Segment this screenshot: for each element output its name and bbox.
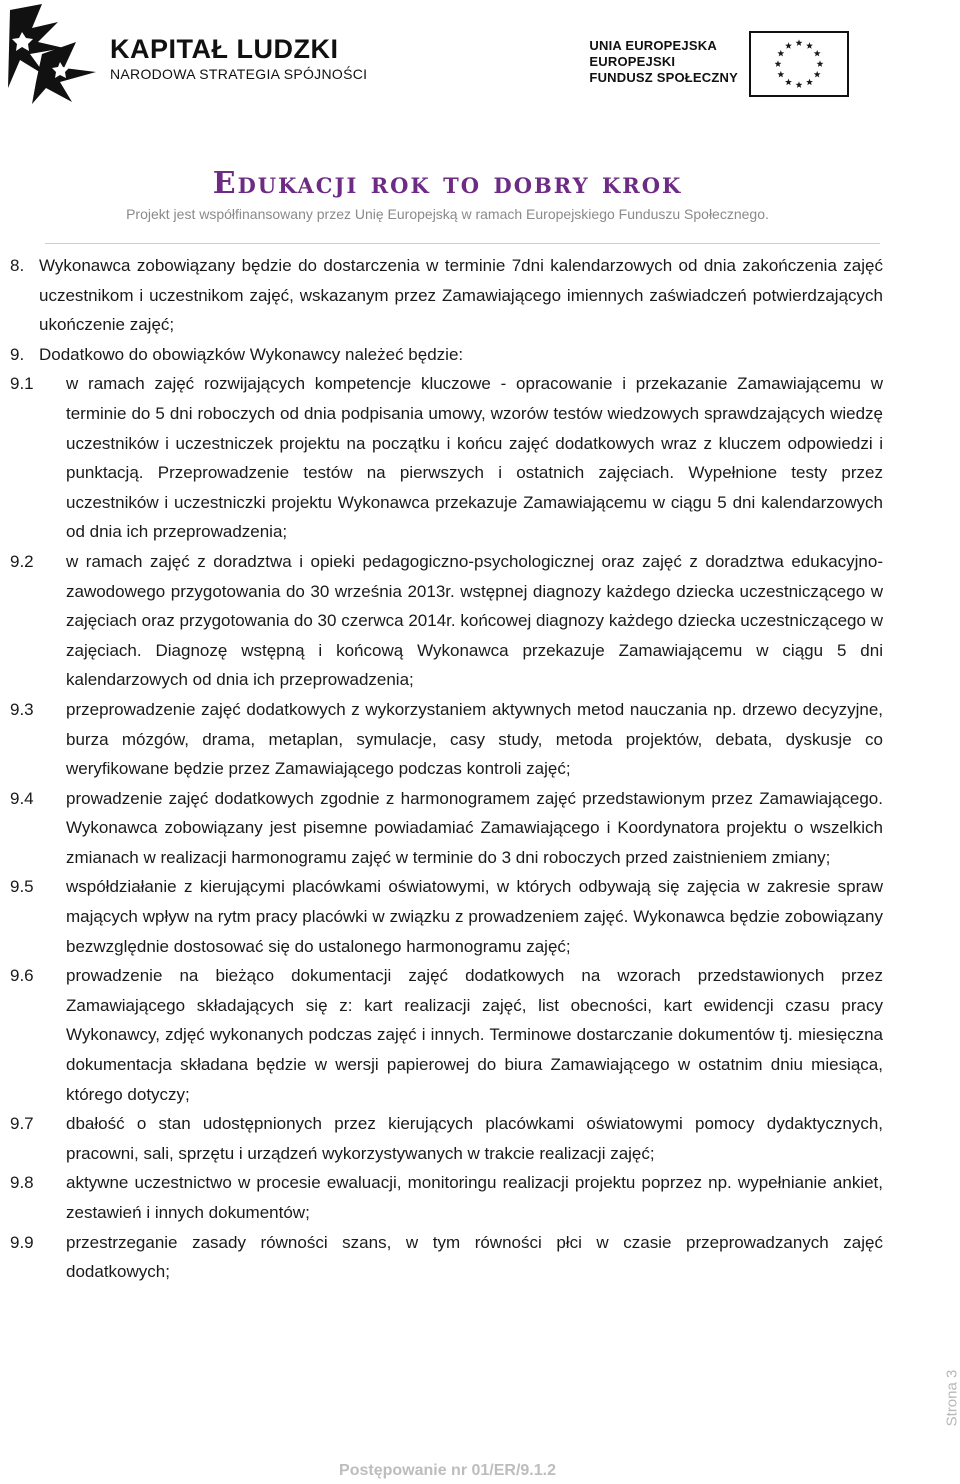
subitem-text: prowadzenie na bieżąco dokumentacji zajęć dodatkowych na wzorach przedstawionych przez Zamawiającego składających się z: kart realizacji zajęć, list obecności, kart ewidencji czasu pracy Wykonawcy, zdjęć wykonanych podczas zajęć i innych. Terminowe dostarczanie dokumentów tj. miesięczna dokumentacja składana będzie w wersji papierowej do biura Zamawiającego w ostatnim dniu miesiąca, którego dotyczy; <box>66 966 883 1104</box>
eu-name: UNIA EUROPEJSKA <box>589 38 717 53</box>
subitem-text: prowadzenie zajęć dodatkowych zgodnie z harmonogramem zajęć przedstawionym przez Zamawiającego. Wykonawca zobowiązany jest pisemne powiadamiać Zamawiającego i Koordynatora projektu o wszelkich zmianach w realizacji harmonogramu zajęć w terminie do 3 dni roboczych przed zaistnieniem zmiany; <box>66 788 883 867</box>
subitem-number: 9.8 <box>10 1173 34 1193</box>
sub-list-item <box>10 872 883 961</box>
item-number: 9. <box>10 344 25 364</box>
subitem-number: 9.2 <box>10 551 34 571</box>
subitem-number: 9.5 <box>10 877 34 897</box>
list-item <box>10 340 883 370</box>
subitem-text: przeprowadzenie zajęć dodatkowych z wykorzystaniem aktywnych metod nauczania np. drzewo decyzyjne, burza mózgów, drama, metaplan, symulacje, casy study, metoda projektów, debata, dyskusje co weryfikowane będzie przez Zamawiającego podczas kontroli zajęć; <box>66 699 883 779</box>
eu-flag-icon <box>749 31 849 97</box>
sub-list-item <box>10 961 883 1109</box>
subitem-number: 9.3 <box>10 699 34 719</box>
kapital-ludzki-title: KAPITAŁ LUDZKI <box>110 34 339 64</box>
subitem-text: w ramach zajęć rozwijających kompetencje kluczowe - opracowanie i przekazanie Zamawiającemu w terminie do 5 dni roboczych od dnia podpisania umowy, wzorów testów wiedzowych sprawdzających wiedzę uczestników i uczestniczek projektu na początku i końcu zajęć dodatkowych wraz z kluczem odpowiedzi i punktacją. Przeprowadzenie testów na pierwszych i ostatnich zajęciach. Wypełnione testy przez uczestników i uczestniczki projektu Wykonawca przekazuje Zamawiającemu w ciągu 5 dni kalendarzowych od dnia ich przeprowadzenia; <box>66 374 883 542</box>
list-item <box>10 251 883 340</box>
sub-list-item <box>10 369 883 547</box>
item-number: 8. <box>10 256 25 275</box>
kapital-ludzki-text <box>110 34 367 83</box>
item-text: Wykonawca zobowiązany będzie do dostarczenia w terminie 7dni kalendarzowych od dnia zakończenia zajęć uczestnikom i uczestnikom zajęć, wskazanym przez Zamawiającego imiennych zaświadczeń potwierdzających ukończenie zajęć; <box>39 256 883 335</box>
subitem-number: 9.6 <box>10 966 34 986</box>
kapital-ludzki-subtitle: NARODOWA STRATEGIA SPÓJNOŚCI <box>110 66 368 82</box>
document-body <box>10 251 883 1287</box>
sub-list-item <box>10 784 883 873</box>
header-divider <box>45 243 880 244</box>
subitem-text: dbałość o stan udostępnionych przez kierujących placówkami oświatowymi pomocy dydaktycznych, pracowni, sali, sprzętu i urządzeń wykorzystywanych w trakcie realizacji zajęć; <box>66 1114 883 1163</box>
sub-list-item <box>10 1228 883 1287</box>
kapital-ludzki-logo <box>2 2 102 106</box>
eu-text-block <box>589 38 738 86</box>
subitem-number: 9.4 <box>10 788 34 808</box>
eu-fund-line1: EUROPEJSKI <box>589 54 676 69</box>
project-title: Edukacji rok to dobry krok <box>212 166 683 201</box>
page-number: Strona 3 <box>943 1369 960 1427</box>
subitem-text: w ramach zajęć z doradztwa i opieki pedagogiczno-psychologicznej oraz zajęć z doradztwa edukacyjno-zawodowego przygotowania do 30 września 2013r. wstępnej diagnozy każdego dziecka uczestniczącego w zajęciach oraz przygotowania do 30 czerwca 2014r. końcowej diagnozy każdego dziecka uczestniczącego w zajęciach. Diagnozę wstępną i końcową Wykonawca przekazuje Zamawiającemu w ciągu 5 dni kalendarzowych od dnia ich przeprowadzenia; <box>66 551 883 690</box>
subitem-text: przestrzeganie zasady równości szans, w tym równości płci w czasie przeprowadzanych zajęć dodatkowych; <box>66 1232 883 1282</box>
sub-list-item <box>10 547 883 695</box>
subitem-number: 9.1 <box>10 374 34 394</box>
proceeding-number: Postępowanie nr 01/ER/9.1.2 <box>339 1462 556 1479</box>
subitem-number: 9.9 <box>10 1232 34 1252</box>
subitem-text: aktywne uczestnictwo w procesie ewaluacji, monitoringu realizacji projektu poprzez np. wypełnianie ankiet, zestawień i innych dokumentów; <box>66 1173 883 1222</box>
sub-list-item <box>10 1168 883 1227</box>
sub-list-item <box>10 695 883 784</box>
project-subtitle: Projekt jest współfinansowany przez Unię Europejską w ramach Europejskiego Funduszu Społecznego. <box>126 206 769 222</box>
eu-fund-line2: FUNDUSZ SPOŁECZNY <box>589 70 738 85</box>
item-text: Dodatkowo do obowiązków Wykonawcy należeć będzie: <box>39 344 464 364</box>
sub-list-item <box>10 1109 883 1168</box>
subitem-text: współdziałanie z kierującymi placówkami oświatowymi, w których odbywają się zajęcia w zakresie spraw mających wpływ na rytm pracy placówki w związku z prowadzeniem zajęć. Wykonawca będzie zobowiązany bezwzględnie dostosować się do ustalonego harmonogramu zajęć; <box>66 877 883 956</box>
subitem-number: 9.7 <box>10 1114 34 1134</box>
